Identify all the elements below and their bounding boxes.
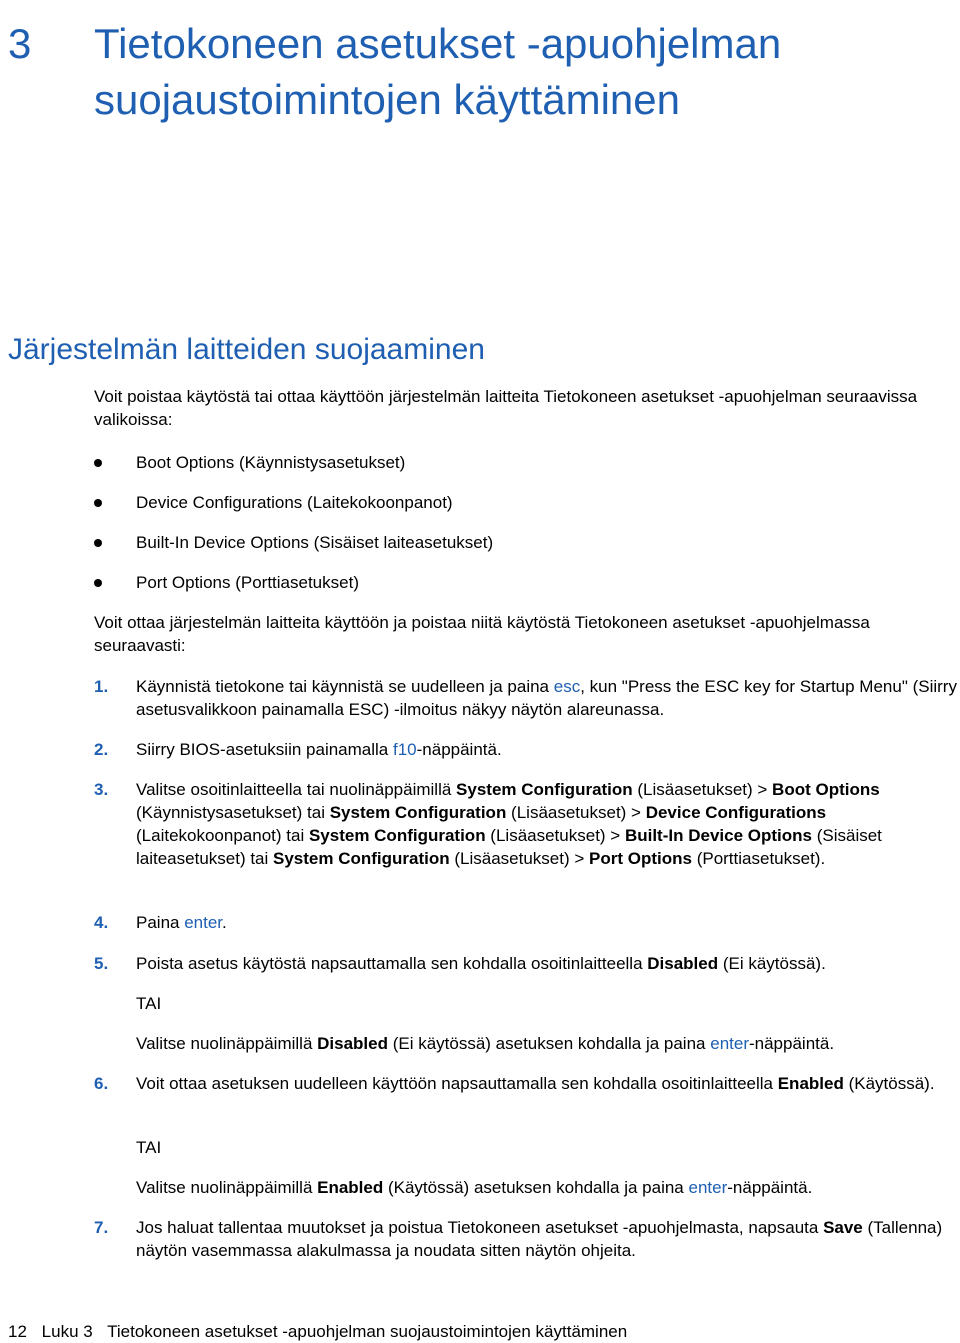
text-run: (Porttiasetukset). bbox=[691, 849, 826, 868]
text-run: Valitse osoitinlaitteella tai nuolinäppäimillä bbox=[136, 780, 457, 799]
step-number: 5. bbox=[94, 954, 109, 973]
menu-name: System Configuration bbox=[273, 849, 450, 868]
footer-title: Tietokoneen asetukset -apuohjelman suojaustoimintojen käyttäminen bbox=[107, 1322, 628, 1341]
step-text bbox=[136, 675, 960, 721]
text-run: . bbox=[222, 913, 227, 932]
step-text bbox=[136, 778, 960, 870]
text-run: Paina bbox=[136, 913, 185, 932]
step-4 bbox=[94, 911, 960, 934]
step-text bbox=[136, 1072, 960, 1095]
step-text bbox=[136, 1216, 960, 1262]
text-run: (Ei käytössä). bbox=[718, 954, 826, 973]
text-run: , kun "Press the ESC key for Startup Menu" (Siirry asetusvalikkoon painamalla ESC) -ilmoitus näkyy näytön alareunassa. bbox=[136, 677, 957, 719]
bullet-icon bbox=[94, 539, 102, 547]
menu-name: System Configuration bbox=[456, 780, 633, 799]
key-enter: enter bbox=[184, 913, 223, 932]
text-run: Poista asetus käytöstä napsauttamalla sen kohdalla osoitinlaitteella bbox=[136, 954, 648, 973]
text-run: (Tallenna) näytön vasemmassa alakulmassa ja noudata sitten näytön ohjeita. bbox=[136, 1218, 943, 1260]
bullet-icon bbox=[94, 459, 102, 467]
step-number: 4. bbox=[94, 913, 109, 932]
text-run: (Lisäasetukset) > bbox=[632, 780, 773, 799]
key-enter: enter bbox=[688, 1178, 728, 1197]
step-number: 2. bbox=[94, 740, 109, 759]
text-run: -näppäintä. bbox=[727, 1178, 813, 1197]
footer-chapter: Luku 3 bbox=[41, 1322, 93, 1341]
text-run: Jos haluat tallentaa muutokset ja poistua Tietokoneen asetukset -apuohjelmasta, napsauta bbox=[136, 1218, 824, 1237]
step-number: 6. bbox=[94, 1074, 109, 1093]
menu-name: Device Configurations bbox=[645, 803, 827, 822]
text-run: (Käytössä) asetuksen kohdalla ja paina bbox=[383, 1178, 689, 1197]
step-number: 7. bbox=[94, 1218, 109, 1237]
option-name: Enabled bbox=[317, 1178, 384, 1197]
list-item-text: Port Options (Porttiasetukset) bbox=[136, 573, 359, 592]
menu-name: Port Options bbox=[589, 849, 692, 868]
text-run: -näppäintä. bbox=[748, 1034, 835, 1053]
text-run: (Sisäiset laiteasetukset) tai bbox=[136, 826, 882, 868]
key-esc: esc bbox=[553, 677, 581, 696]
text-run: (Laitekokoonpanot) tai bbox=[136, 826, 309, 845]
chapter-number: 3 bbox=[8, 20, 32, 67]
step-number: 1. bbox=[94, 677, 109, 696]
page-number: 12 bbox=[8, 1322, 27, 1341]
or-label: TAI bbox=[136, 1138, 162, 1157]
step-6-alternative bbox=[136, 1176, 956, 1199]
text-run: (Lisäasetukset) > bbox=[485, 826, 625, 845]
step-5-alternative bbox=[136, 1032, 956, 1055]
list-item-text: Device Configurations (Laitekokoonpanot) bbox=[136, 493, 453, 512]
option-name: Disabled bbox=[317, 1034, 388, 1053]
text-run: -näppäintä. bbox=[416, 740, 502, 759]
step-number: 3. bbox=[94, 780, 109, 799]
intro-paragraph: Voit poistaa käytöstä tai ottaa käyttöön järjestelmän laitteita Tietokoneen asetukset -apuohjelman seuraavissa valikoissa: bbox=[94, 387, 918, 429]
menu-name: System Configuration bbox=[308, 826, 486, 845]
option-name: Disabled bbox=[647, 954, 719, 973]
step-text bbox=[136, 952, 960, 975]
text-run: Siirry BIOS-asetuksiin painamalla bbox=[136, 740, 393, 759]
text-run: (Käytössä). bbox=[843, 1074, 935, 1093]
text-run: Valitse nuolinäppäimillä bbox=[136, 1178, 318, 1197]
step-text bbox=[136, 911, 960, 934]
step-1 bbox=[94, 675, 960, 721]
or-label: TAI bbox=[136, 994, 162, 1013]
step-2 bbox=[94, 738, 960, 761]
button-name: Save bbox=[823, 1218, 863, 1237]
bullet-icon bbox=[94, 499, 102, 507]
text-run: Voit ottaa asetuksen uudelleen käyttöön napsauttamalla sen kohdalla osoitinlaitteella bbox=[136, 1074, 778, 1093]
chapter-title: Tietokoneen asetukset -apuohjelman suojaustoimintojen käyttäminen bbox=[94, 20, 782, 123]
menu-name: Boot Options bbox=[772, 780, 880, 799]
option-name: Enabled bbox=[777, 1074, 844, 1093]
bullet-icon bbox=[94, 579, 102, 587]
menu-name: System Configuration bbox=[329, 803, 507, 822]
text-run: (Lisäasetukset) > bbox=[449, 849, 590, 868]
key-enter: enter bbox=[710, 1034, 749, 1053]
list-item-text: Boot Options (Käynnistysasetukset) bbox=[136, 453, 406, 472]
text-run: (Lisäasetukset) > bbox=[506, 803, 646, 822]
list-item-text: Built-In Device Options (Sisäiset laiteasetukset) bbox=[136, 533, 494, 552]
step-6 bbox=[94, 1072, 960, 1095]
key-f10: f10 bbox=[392, 740, 417, 759]
page-footer bbox=[8, 1320, 637, 1343]
procedure-intro: Voit ottaa järjestelmän laitteita käyttöön ja poistaa niitä käytöstä Tietokoneen asetukset -apuohjelmassa seuraavasti: bbox=[94, 613, 870, 655]
section-title: Järjestelmän laitteiden suojaaminen bbox=[8, 333, 485, 366]
text-run: Käynnistä tietokone tai käynnistä se uudelleen ja paina bbox=[136, 677, 554, 696]
text-run: Valitse nuolinäppäimillä bbox=[136, 1034, 318, 1053]
text-run: (Käynnistysasetukset) tai bbox=[136, 803, 330, 822]
step-7 bbox=[94, 1216, 960, 1262]
step-3 bbox=[94, 778, 960, 870]
step-5 bbox=[94, 952, 960, 975]
menu-name: Built-In Device Options bbox=[624, 826, 812, 845]
text-run: (Ei käytössä) asetuksen kohdalla ja paina bbox=[387, 1034, 711, 1053]
step-text bbox=[136, 738, 960, 761]
